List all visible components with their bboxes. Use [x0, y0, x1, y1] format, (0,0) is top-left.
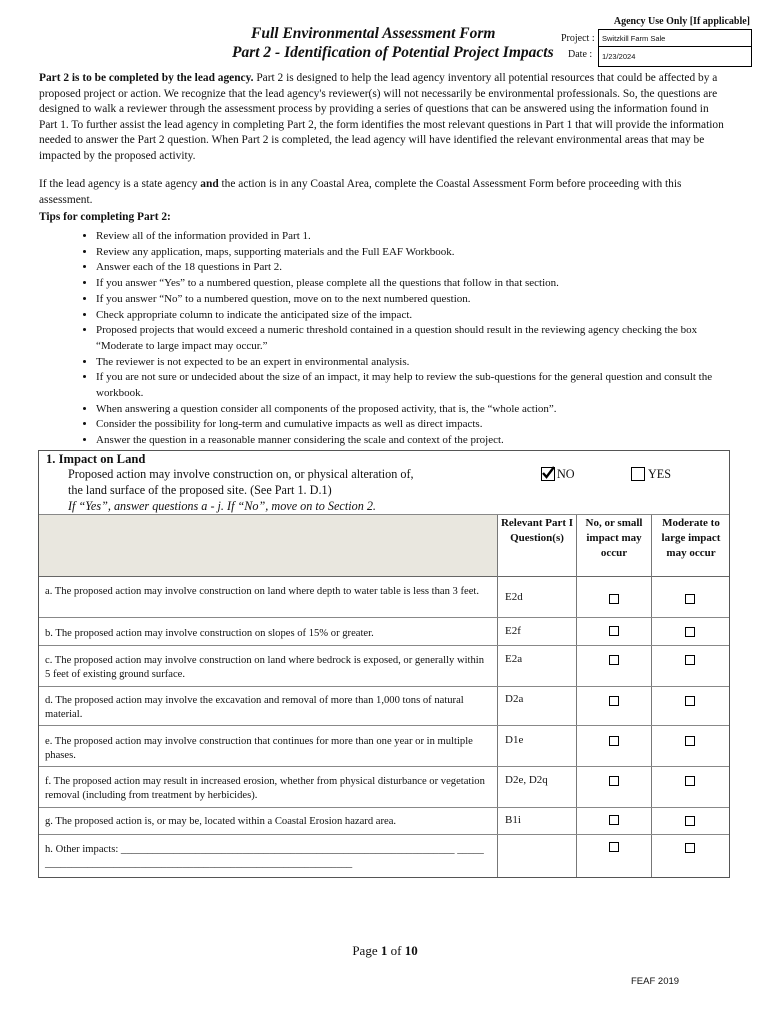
yes-label: YES: [648, 467, 672, 481]
project-field[interactable]: Switzkill Farm Sale: [602, 34, 666, 43]
project-label: Project :: [561, 33, 595, 44]
question-c-small-checkbox[interactable]: [609, 655, 619, 665]
question-e-large-checkbox[interactable]: [685, 736, 695, 746]
question-b-text: b. The proposed action may involve construction on slopes of 15% or greater.: [45, 628, 374, 639]
page-total: 10: [404, 943, 418, 958]
coastal-text-2: the action is in any Coastal Area, complete the Coastal Assessment Form before proceeding with this assessment.: [39, 178, 682, 206]
table-header-shade: [39, 515, 497, 576]
yes-checkbox[interactable]: [631, 467, 645, 481]
tip-item: • Check appropriate column to indicate the anticipated size of the impact.: [96, 308, 736, 324]
row-divider: [39, 617, 729, 618]
coastal-text-1: If the lead agency is a state agency: [39, 178, 201, 190]
tip-item: • If you are not sure or undecided about the size of an impact, it may help to review the sub-questions for the general question and consult the workbook.: [96, 370, 736, 401]
question-a-large-checkbox[interactable]: [685, 594, 695, 604]
column-divider: [576, 515, 577, 877]
agency-use-label: Agency Use Only [If applicable]: [613, 16, 750, 27]
page-number: [0, 943, 770, 959]
page-current: 1: [380, 943, 388, 958]
question-e-small-checkbox[interactable]: [609, 736, 619, 746]
divider: [39, 576, 729, 577]
question-d-ref: D2a: [505, 693, 524, 705]
question-f-small-checkbox[interactable]: [609, 776, 619, 786]
question-g-large-checkbox[interactable]: [685, 816, 695, 826]
tip-item: • Answer each of the 18 questions in Part 2.: [96, 260, 736, 276]
col-large-impact-header: Moderate to large impact may occur: [661, 517, 721, 559]
row-divider: [39, 834, 729, 835]
divider: [39, 514, 729, 515]
intro-body: Part 2 is designed to help the lead agency inventory all potential resources that could be affected by a proposed project or action. We recognize that the lead agency's reviewer(s) will not necessarily be environmental professionals. So, the questions are designed to walk a reviewer through the assessment process by providing a series of questions that can be answered using the information found in Part 1. To further assist the lead agency in completing Part 2, the form identifies the most relevant questions in Part 1 that will provide the information needed to answer the Part 2 question. When Part 2 is completed, the lead agency will have identified the relevant environmental areas that may be impacted by the proposed activity.: [39, 72, 724, 162]
row-divider: [39, 725, 729, 726]
tip-item: • If you answer “Yes” to a numbered question, please complete all the questions that follow in that section.: [96, 276, 736, 292]
question-h-small-checkbox[interactable]: [609, 842, 619, 852]
tip-item: • The reviewer is not expected to be an expert in environmental analysis.: [96, 355, 736, 371]
tip-item: • Proposed projects that would exceed a numeric threshold contained in a question should result in the reviewing agency checking the box “Moderate to large impact may occur.”: [96, 323, 736, 354]
tips-heading: Tips for completing Part 2:: [39, 211, 171, 223]
question-f-ref: D2e, D2q: [505, 774, 548, 786]
form-title: Full Environmental Assessment Form: [251, 25, 496, 42]
question-e-ref: D1e: [505, 734, 524, 746]
question-c-large-checkbox[interactable]: [685, 655, 695, 665]
row-divider: [39, 645, 729, 646]
tip-item: • If you answer “No” to a numbered question, move on to the next numbered question.: [96, 292, 736, 308]
no-label: NO: [557, 467, 575, 481]
question-a-text: a. The proposed action may involve construction on land where depth to water table is less than 3 feet.: [45, 586, 480, 597]
question-g-small-checkbox[interactable]: [609, 815, 619, 825]
page-prefix: Page: [352, 943, 381, 958]
question-c-ref: E2a: [505, 653, 523, 665]
question-f-large-checkbox[interactable]: [685, 776, 695, 786]
question-d-large-checkbox[interactable]: [685, 696, 695, 706]
no-checkbox[interactable]: [541, 467, 555, 481]
tip-item: • When answering a question consider all components of the proposed activity, that is, the “whole action”.: [96, 402, 736, 418]
col-small-impact-header: No, or small impact may occur: [585, 517, 643, 559]
tip-item: • Consider the possibility for long-term and cumulative impacts as well as direct impacts.: [96, 417, 736, 433]
question-a-ref: E2d: [505, 591, 523, 603]
section-instruction: If “Yes”, answer questions a - j. If “No”, move on to Section 2.: [68, 499, 376, 513]
tips-list: [74, 229, 736, 449]
question-d-small-checkbox[interactable]: [609, 696, 619, 706]
question-g-text: g. The proposed action is, or may be, located within a Coastal Erosion hazard area.: [45, 816, 397, 827]
column-divider: [651, 515, 652, 877]
question-h-text[interactable]: h. Other impacts: _______________________________________________________________ _______________________________________________________________: [45, 844, 484, 869]
section-heading: 1. Impact on Land: [46, 452, 146, 466]
question-c-text: c. The proposed action may involve construction on land where bedrock is exposed, or generally within 5 feet of existing ground surface.: [45, 655, 485, 680]
form-subtitle: Part 2 - Identification of Potential Project Impacts: [232, 44, 554, 61]
tip-item: • Review any application, maps, supporting materials and the Full EAF Workbook.: [96, 245, 736, 261]
row-divider: [39, 686, 729, 687]
intro-paragraph: [39, 71, 729, 165]
question-f-text: f. The proposed action may result in increased erosion, whether from physical disturbance or vegetation removal (including from treatment by herbicides).: [45, 776, 485, 801]
tip-item: • Answer the question in a reasonable manner considering the scale and context of the project.: [96, 433, 736, 449]
col-relevant-header: Relevant Part I Question(s): [500, 517, 574, 544]
question-b-ref: E2f: [505, 625, 521, 637]
coastal-paragraph: [39, 177, 729, 208]
question-h-large-checkbox[interactable]: [685, 843, 695, 853]
form-id: FEAF 2019: [631, 976, 680, 987]
row-divider: [39, 807, 729, 808]
date-field[interactable]: 1/23/2024: [602, 52, 636, 61]
question-b-small-checkbox[interactable]: [609, 626, 619, 636]
check-icon: [541, 466, 555, 480]
question-b-large-checkbox[interactable]: [685, 627, 695, 637]
column-divider: [497, 515, 498, 877]
question-g-ref: B1i: [505, 814, 521, 826]
question-a-small-checkbox[interactable]: [609, 594, 619, 604]
row-divider: [39, 766, 729, 767]
date-label: Date :: [568, 49, 593, 60]
question-d-text: d. The proposed action may involve the excavation and removal of more than 1,000 tons of natural material.: [45, 695, 464, 720]
question-e-text: e. The proposed action may involve construction that continues for more than one year or in multiple phases.: [45, 736, 473, 761]
tip-item: • Review all of the information provided in Part 1.: [96, 229, 736, 245]
coastal-bold: and: [200, 178, 219, 190]
section-question-line1: Proposed action may involve construction on, or physical alteration of,: [68, 467, 414, 481]
section-question-line2: the land surface of the proposed site. (See Part 1. D.1): [68, 483, 332, 497]
page-of: of: [387, 943, 405, 958]
intro-lead: Part 2 is to be completed by the lead agency.: [39, 72, 254, 84]
